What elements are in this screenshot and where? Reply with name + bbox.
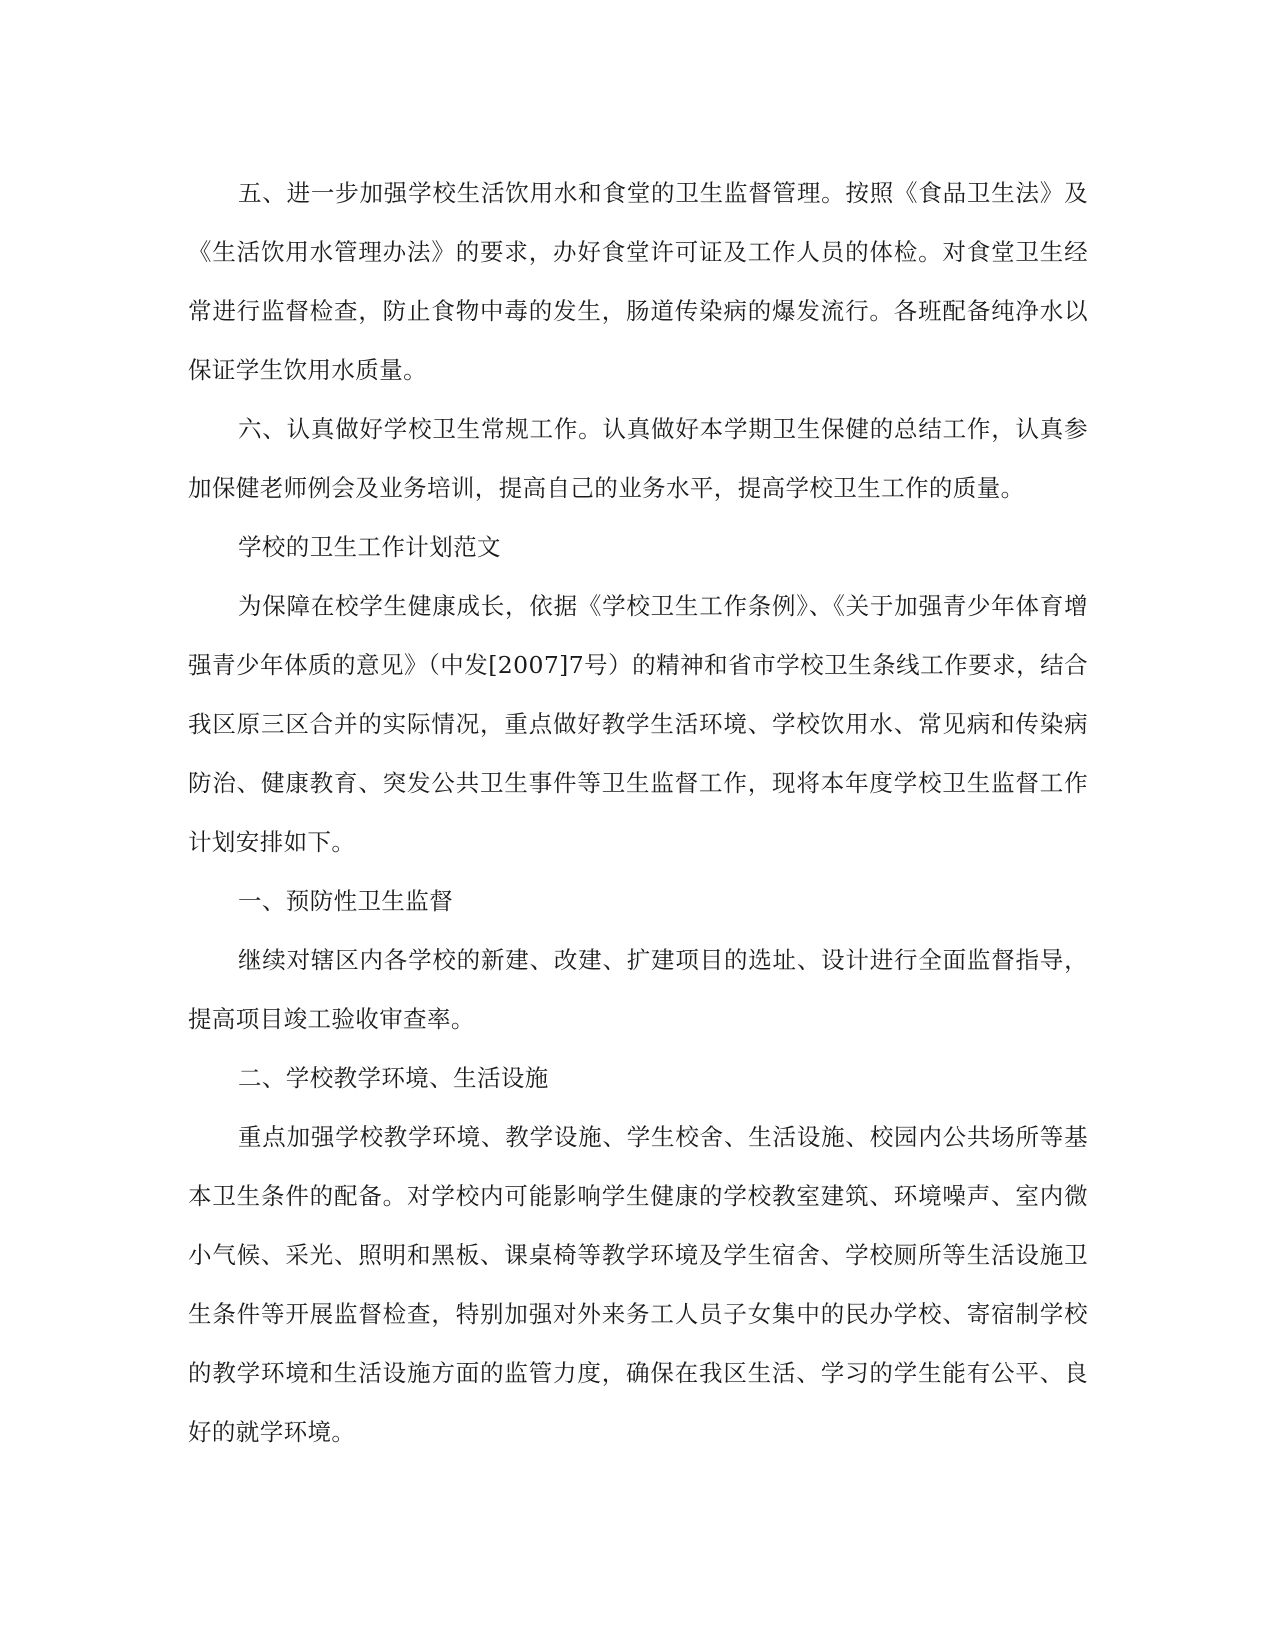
paragraph-water-canteen-supervision: 五、进一步加强学校生活饮用水和食堂的卫生监督管理。按照《食品卫生法》及《生活饮用水管理办法》的要求，办好食堂许可证及工作人员的体检。对食堂卫生经常进行监督检查，防止食物中毒的发生，肠道传染病的爆发流行。各班配备纯净水以保证学生饮用水质量。	[188, 179, 1088, 384]
document-body	[188, 164, 1088, 1462]
paragraph-plan-introduction: 为保障在校学生健康成长，依据《学校卫生工作条例》、《关于加强青少年体育增强青少年体质的意见》（中发[2007]7号）的精神和省市学校卫生条线工作要求，结合我区原三区合并的实际情况，重点做好教学生活环境、学校饮用水、常见病和传染病防治、健康教育、突发公共卫生事件等卫生监督工作，现将本年度学校卫生监督工作计划安排如下。	[188, 592, 1088, 856]
paragraph-routine-health-work: 六、认真做好学校卫生常规工作。认真做好本学期卫生保健的总结工作，认真参加保健老师例会及业务培训，提高自己的业务水平，提高学校卫生工作的质量。	[188, 415, 1088, 502]
heading-teaching-environment: 二、学校教学环境、生活设施	[238, 1064, 549, 1092]
paragraph-plan-title: 学校的卫生工作计划范文	[238, 533, 501, 561]
paragraph-teaching-environment: 重点加强学校教学环境、教学设施、学生校舍、生活设施、校园内公共场所等基本卫生条件的配备。对学校内可能影响学生健康的学校教室建筑、环境噪声、室内微小气候、采光、照明和黑板、课桌椅等教学环境及学生宿舍、学校厕所等生活设施卫生条件等开展监督检查，特别加强对外来务工人员子女集中的民办学校、寄宿制学校的教学环境和生活设施方面的监管力度，确保在我区生活、学习的学生能有公平、良好的就学环境。	[188, 1123, 1088, 1446]
heading-preventive-supervision: 一、预防性卫生监督	[238, 887, 454, 915]
paragraph-preventive-supervision: 继续对辖区内各学校的新建、改建、扩建项目的选址、设计进行全面监督指导，提高项目竣工验收审查率。	[188, 946, 1088, 1033]
